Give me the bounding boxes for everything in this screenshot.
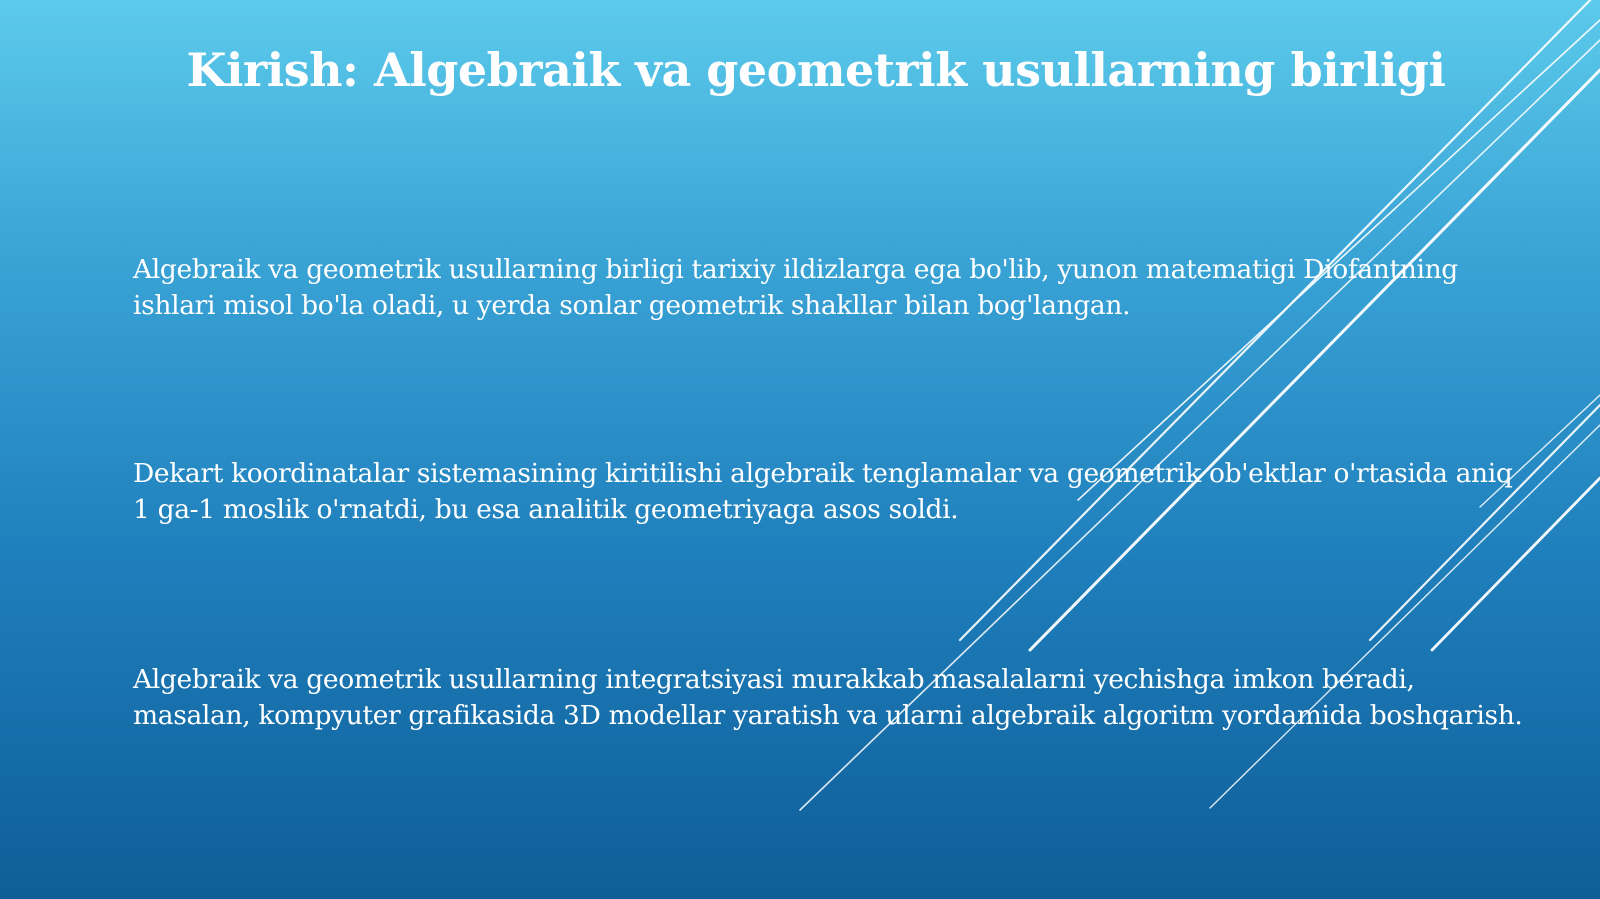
paragraph-dekart: Dekart koordinatalar sistemasining kiritilishi algebraik tenglamalar va geometrik ob'ektlar o'rtasida aniq 1 ga-1 moslik o'rnatdi, bu esa analitik geometriyaga asos soldi. <box>133 458 1513 525</box>
paragraph-integratsiya: Algebraik va geometrik usullarning integratsiyasi murakkab masalalarni yechishga imkon beradi, masalan, kompyuter grafikasida 3D modellar yaratish va ularni algebraik algoritm yordamida boshqarish. <box>133 664 1523 731</box>
paragraph-diofant: Algebraik va geometrik usullarning birligi tarixiy ildizlarga ega bo'lib, yunon matematigi Diofantning ishlari misol bo'la oladi, u yerda sonlar geometrik shakllar bilan bog'langan. <box>133 254 1458 321</box>
slide-title: Kirish: Algebraik va geometrik usullarning birligi <box>186 43 1446 97</box>
